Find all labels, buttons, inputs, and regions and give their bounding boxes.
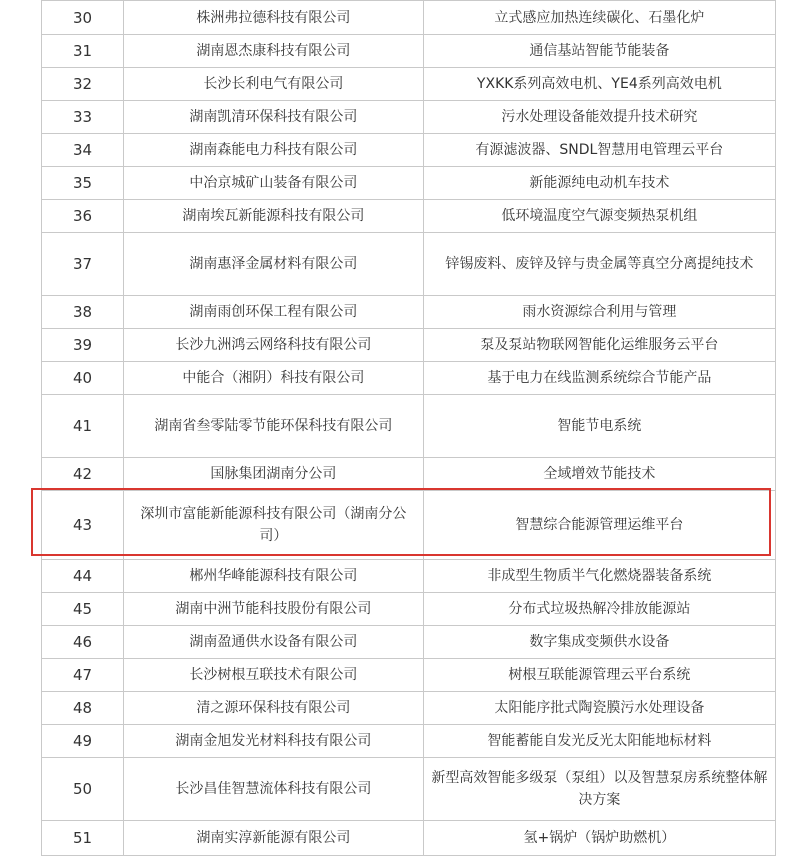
table-row bbox=[42, 329, 776, 362]
table-row bbox=[42, 35, 776, 68]
product-name: 立式感应加热连续碳化、石墨化炉 bbox=[423, 1, 775, 35]
company-name: 湖南森能电力科技有限公司 bbox=[124, 134, 424, 167]
product-name: 雨水资源综合利用与管理 bbox=[423, 296, 775, 329]
table-row bbox=[42, 659, 776, 692]
product-name: 智慧综合能源管理运维平台 bbox=[423, 491, 775, 560]
table-row bbox=[42, 167, 776, 200]
company-name: 湖南实淳新能源有限公司 bbox=[124, 821, 424, 856]
company-name: 郴州华峰能源科技有限公司 bbox=[124, 560, 424, 593]
row-number: 47 bbox=[42, 659, 124, 692]
company-name: 湖南雨创环保工程有限公司 bbox=[124, 296, 424, 329]
company-name: 湖南金旭发光材料科技有限公司 bbox=[124, 725, 424, 758]
table-row bbox=[42, 101, 776, 134]
table-row bbox=[42, 233, 776, 296]
table-row bbox=[42, 296, 776, 329]
row-number: 37 bbox=[42, 233, 124, 296]
table-row bbox=[42, 626, 776, 659]
company-name: 湖南恩杰康科技有限公司 bbox=[124, 35, 424, 68]
row-number: 42 bbox=[42, 458, 124, 491]
company-name: 清之源环保科技有限公司 bbox=[124, 692, 424, 725]
table-body bbox=[42, 1, 776, 856]
product-name: 智能节电系统 bbox=[423, 395, 775, 458]
row-number: 40 bbox=[42, 362, 124, 395]
company-name: 湖南省叁零陆零节能环保科技有限公司 bbox=[124, 395, 424, 458]
company-name: 湖南惠泽金属材料有限公司 bbox=[124, 233, 424, 296]
table-row bbox=[42, 491, 776, 560]
table-row bbox=[42, 134, 776, 167]
row-number: 31 bbox=[42, 35, 124, 68]
row-number: 36 bbox=[42, 200, 124, 233]
row-number: 48 bbox=[42, 692, 124, 725]
product-name: 泵及泵站物联网智能化运维服务云平台 bbox=[423, 329, 775, 362]
product-name: 锌锡废料、废锌及锌与贵金属等真空分离提纯技术 bbox=[423, 233, 775, 296]
company-name: 中能合（湘阴）科技有限公司 bbox=[124, 362, 424, 395]
product-name: 有源滤波器、SNDL智慧用电管理云平台 bbox=[423, 134, 775, 167]
company-name: 株洲弗拉德科技有限公司 bbox=[124, 1, 424, 35]
table-row bbox=[42, 200, 776, 233]
product-name: 基于电力在线监测系统综合节能产品 bbox=[423, 362, 775, 395]
row-number: 45 bbox=[42, 593, 124, 626]
table-row bbox=[42, 593, 776, 626]
product-name: 新型高效智能多级泵（泵组）以及智慧泵房系统整体解决方案 bbox=[423, 758, 775, 821]
company-name: 长沙九洲鸿云网络科技有限公司 bbox=[124, 329, 424, 362]
company-name: 长沙长利电气有限公司 bbox=[124, 68, 424, 101]
product-name: 氢+锅炉（锅炉助燃机） bbox=[423, 821, 775, 856]
product-name: 太阳能序批式陶瓷膜污水处理设备 bbox=[423, 692, 775, 725]
company-name: 国脉集团湖南分公司 bbox=[124, 458, 424, 491]
table-row bbox=[42, 692, 776, 725]
product-name: 通信基站智能节能装备 bbox=[423, 35, 775, 68]
row-number: 41 bbox=[42, 395, 124, 458]
table-row bbox=[42, 68, 776, 101]
row-number: 46 bbox=[42, 626, 124, 659]
table-row bbox=[42, 758, 776, 821]
company-product-table bbox=[41, 0, 776, 856]
product-name: 非成型生物质半气化燃烧器装备系统 bbox=[423, 560, 775, 593]
product-name: 新能源纯电动机车技术 bbox=[423, 167, 775, 200]
table-row bbox=[42, 1, 776, 35]
company-name: 长沙树根互联技术有限公司 bbox=[124, 659, 424, 692]
product-name: 全域增效节能技术 bbox=[423, 458, 775, 491]
row-number: 44 bbox=[42, 560, 124, 593]
company-name: 中冶京城矿山装备有限公司 bbox=[124, 167, 424, 200]
product-name: 分布式垃圾热解冷排放能源站 bbox=[423, 593, 775, 626]
row-number: 51 bbox=[42, 821, 124, 856]
company-name: 湖南中洲节能科技股份有限公司 bbox=[124, 593, 424, 626]
row-number: 33 bbox=[42, 101, 124, 134]
product-name: 数字集成变频供水设备 bbox=[423, 626, 775, 659]
product-name: 污水处理设备能效提升技术研究 bbox=[423, 101, 775, 134]
row-number: 49 bbox=[42, 725, 124, 758]
table-row bbox=[42, 821, 776, 856]
row-number: 34 bbox=[42, 134, 124, 167]
company-name: 湖南盈通供水设备有限公司 bbox=[124, 626, 424, 659]
company-product-table-container bbox=[41, 0, 776, 856]
company-name: 长沙昌佳智慧流体科技有限公司 bbox=[124, 758, 424, 821]
table-row bbox=[42, 362, 776, 395]
product-name: 树根互联能源管理云平台系统 bbox=[423, 659, 775, 692]
row-number: 38 bbox=[42, 296, 124, 329]
product-name: YXKK系列高效电机、YE4系列高效电机 bbox=[423, 68, 775, 101]
product-name: 低环境温度空气源变频热泵机组 bbox=[423, 200, 775, 233]
row-number: 43 bbox=[42, 491, 124, 560]
table-row bbox=[42, 395, 776, 458]
row-number: 32 bbox=[42, 68, 124, 101]
product-name: 智能蓄能自发光反光太阳能地标材料 bbox=[423, 725, 775, 758]
table-row bbox=[42, 725, 776, 758]
row-number: 39 bbox=[42, 329, 124, 362]
row-number: 30 bbox=[42, 1, 124, 35]
row-number: 35 bbox=[42, 167, 124, 200]
row-number: 50 bbox=[42, 758, 124, 821]
table-row bbox=[42, 560, 776, 593]
company-name: 湖南埃瓦新能源科技有限公司 bbox=[124, 200, 424, 233]
company-name: 深圳市富能新能源科技有限公司（湖南分公司） bbox=[124, 491, 424, 560]
table-row bbox=[42, 458, 776, 491]
company-name: 湖南凯清环保科技有限公司 bbox=[124, 101, 424, 134]
